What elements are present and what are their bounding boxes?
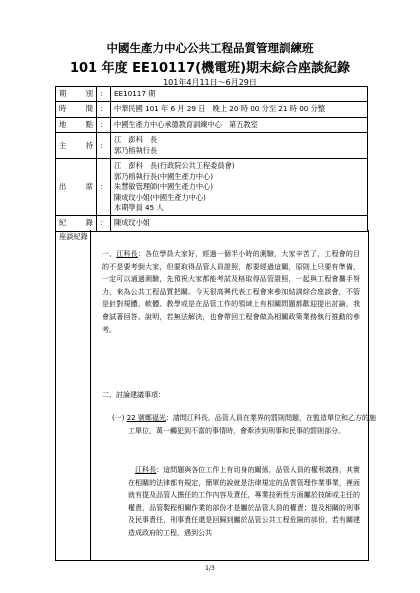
row-attend: 出 席 ： 江 澎科 長(行政院公共工程委員會) 郭乃榕執行長(中國生產力中心) 朱慧敏管理師(中國生產力中心) 陳成玟小姐(中國生產力中心) 本期學員 45 人 [56, 159, 368, 216]
title-line-2: 101 年度 EE10117(機電班)期末綜合座談紀錄 [69, 61, 351, 76]
attend-line: 郭乃榕執行長(中國生產力中心) [114, 171, 214, 181]
attend-line: 陳成玟小姐(中國生產力中心) [114, 192, 206, 202]
row-chair: 主 持 ： 江 澎科 長 郭乃榕執行長 [56, 133, 368, 159]
row-period: 期 別 ： EE10117 期 [56, 87, 368, 102]
notes-label: 座談紀錄 [59, 232, 88, 241]
chair-label: 主 持 [56, 133, 97, 159]
info-table [55, 86, 368, 232]
record-value: 陳成玟小姐 [111, 216, 368, 231]
chair-line: 江 澎科 長 [114, 135, 158, 145]
speaker-name: 江科長 [135, 466, 157, 474]
section-2-title: 二、討論建議事項： [102, 391, 165, 399]
date-range: 101年4月11日～6月29日 [163, 78, 257, 87]
period-label: 期 別 [56, 87, 97, 102]
section-1-paragraph: 一、江科長：各位學員大家好，經過一個半小時的測驗，大家辛苦了，工程會的目的不是要考倒大家，但要取得品管人員證照，都要經過這關，原則上只要有準備，一定可以通過測驗，先預祝大家都能考試及格取得品管證照，一起與工程會攜手努力，來為公共工程品質把關。今天很高興代表工程會來參加結訓綜合座談會，不管是針對規體、軟體、教學或是在品管工作的領域上有相關問題都歡迎提出討論，我會試著回答、說明，若無法解決，也會帶回工程會做為相關政策業務執行推動的參考。 [102, 250, 361, 334]
time-label: 時 間 [56, 102, 97, 117]
page-number: 1/3 [205, 565, 215, 572]
row-place: 地 點 ： 中國生產力中心承德教育訓練中心 第五教室 [56, 117, 368, 132]
chair-line: 郭乃榕執行長 [114, 145, 158, 155]
reply-paragraph: 江科長：這問題與各位工作上有切身的關係，品管人員的權利義務，其實在相關的法律都有規定，簡單的說就是法律規定的品質管理作業事業，裡面就有提及品管人擔任的工作內容及責任，專業技術性方面屬於技師或主任的權責，品管製程相關作業的部份才是屬於品管人員的權責；提及相關的刑事及民事責任，刑事責任還是回歸到屬於品管公共工程危險的部份，若有關建造成政府的工程，遇到公共 [128, 466, 360, 537]
time-value: 中華民國 101 年 6 月 29 日 晚上 20 時 00 分至 21 時 00 分整 [111, 102, 368, 117]
record-label: 紀 錄 [56, 216, 97, 231]
attend-line: 朱慧敏管理師(中國生產力中心) [114, 182, 214, 192]
title-line-1: 中國生產力中心公共工程品質管理訓練班 [106, 41, 314, 55]
row-time: 時 間 ： 中華民國 101 年 6 月 29 日 晚上 20 時 00 分至 21 時 00 分整 [56, 102, 368, 117]
item-1-paragraph: (一) 22 號鄭福光：請問江科長，品管人員在業界的罰則問題，在監造單位和乙方的施工單位，萬一觸犯到不當的事情時，會牽涉到刑事和民事的罰則部分。 [112, 414, 376, 435]
place-label: 地 點 [56, 117, 97, 132]
row-record: 紀 錄 ： 陳成玟小姐 [56, 216, 368, 231]
speaker-name: 22 號鄭福光 [126, 414, 166, 422]
period-value: EE10117 期 [111, 87, 368, 102]
attend-line: 江 澎科 長(行政院公共工程委員會) [114, 161, 235, 171]
notes-divider [90, 230, 91, 560]
place-value: 中國生產力中心承德教育訓練中心 第五教室 [111, 117, 368, 132]
attend-label: 出 席 [56, 159, 97, 216]
attend-line: 本期學員 45 人 [114, 202, 164, 212]
speaker-name: 江科長 [116, 250, 138, 258]
